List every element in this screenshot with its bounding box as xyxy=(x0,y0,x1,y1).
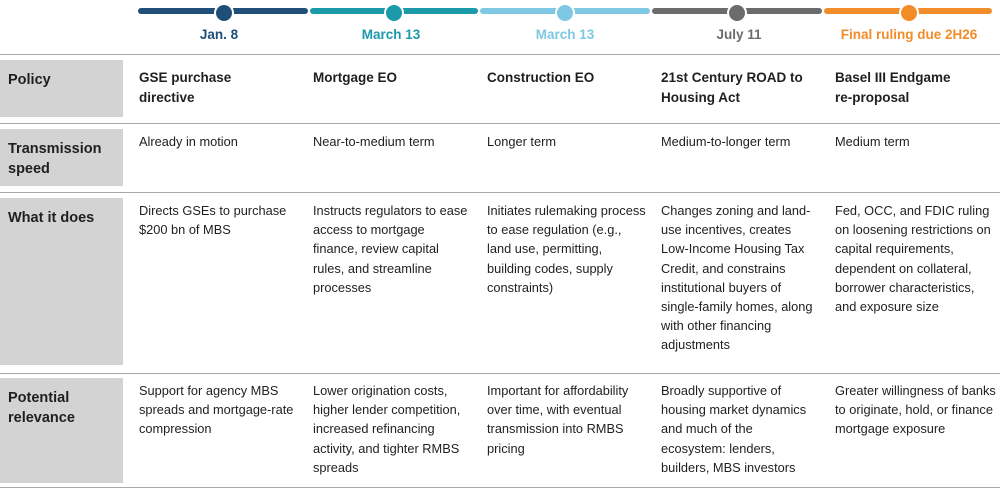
potential-relevance-cell: Important for affordability over time, with eventual transmission into RMBS pricing xyxy=(487,383,629,456)
what-it-does-cell: Initiates rulemaking process to ease regulation (e.g., land use, permitting, building codes, supply constraints) xyxy=(487,203,646,295)
policy-cell: 21st Century ROAD to Housing Act xyxy=(661,70,803,105)
potential-relevance-cell: Lower origination costs, higher lender competition, increased refinancing activity, and tighter RMBS spreads xyxy=(313,383,461,475)
transmission-speed-cell: Medium term xyxy=(835,134,910,149)
row-divider xyxy=(0,123,1000,124)
policy-cell: Construction EO xyxy=(487,70,595,85)
timeline-date-3: March 13 xyxy=(535,27,595,42)
row-divider xyxy=(0,54,1000,55)
timeline-date-4: July 11 xyxy=(716,27,762,42)
row-divider xyxy=(0,192,1000,193)
transmission-speed-cell: Longer term xyxy=(487,134,556,149)
row-divider xyxy=(0,487,1000,488)
what-it-does-cell: Directs GSEs to purchase $200 bn of MBS xyxy=(139,203,287,238)
transmission-speed-cell: Already in motion xyxy=(139,134,238,149)
row-label-policy: Policy xyxy=(0,60,123,117)
what-it-does-cell: Fed, OCC, and FDIC ruling on loosening restrictions on capital requirements, dependent on collateral, borrower characteristics, and exposure size xyxy=(835,203,991,315)
row-label-potential-relevance: Potential relevance xyxy=(0,378,123,483)
timeline-date-5: Final ruling due 2H26 xyxy=(840,27,978,42)
timeline-marker-5 xyxy=(899,3,919,23)
potential-relevance-cell: Greater willingness of banks to originate, hold, or finance mortgage exposure xyxy=(835,383,996,437)
potential-relevance-cell: Broadly supportive of housing market dynamics and much of the ecosystem: lenders, builders, MBS investors xyxy=(661,383,807,475)
timeline-date-1: Jan. 8 xyxy=(199,27,239,42)
policy-cell: Basel III Endgame re-proposal xyxy=(835,70,951,105)
row-label-transmission-speed: Transmission speed xyxy=(0,129,123,186)
policy-cell: GSE purchase directive xyxy=(139,70,232,105)
timeline-marker-2 xyxy=(384,3,404,23)
transmission-speed-cell: Medium-to-longer term xyxy=(661,134,791,149)
potential-relevance-cell: Support for agency MBS spreads and mortgage-rate compression xyxy=(139,383,294,437)
timeline xyxy=(0,0,1000,50)
what-it-does-cell: Instructs regulators to ease access to mortgage finance, review capital rules, and streamline processes xyxy=(313,203,468,295)
what-it-does-cell: Changes zoning and land-use incentives, creates Low-Income Housing Tax Credit, and constrains institutional buyers of single-family homes, along with other financing adjustments xyxy=(661,203,813,353)
policy-cell: Mortgage EO xyxy=(313,70,398,85)
transmission-speed-cell: Near-to-medium term xyxy=(313,134,435,149)
timeline-marker-1 xyxy=(214,3,234,23)
timeline-date-2: March 13 xyxy=(361,27,421,42)
row-divider xyxy=(0,373,1000,374)
timeline-marker-3 xyxy=(555,3,575,23)
timeline-marker-4 xyxy=(727,3,747,23)
row-label-what-it-does: What it does xyxy=(0,198,123,365)
